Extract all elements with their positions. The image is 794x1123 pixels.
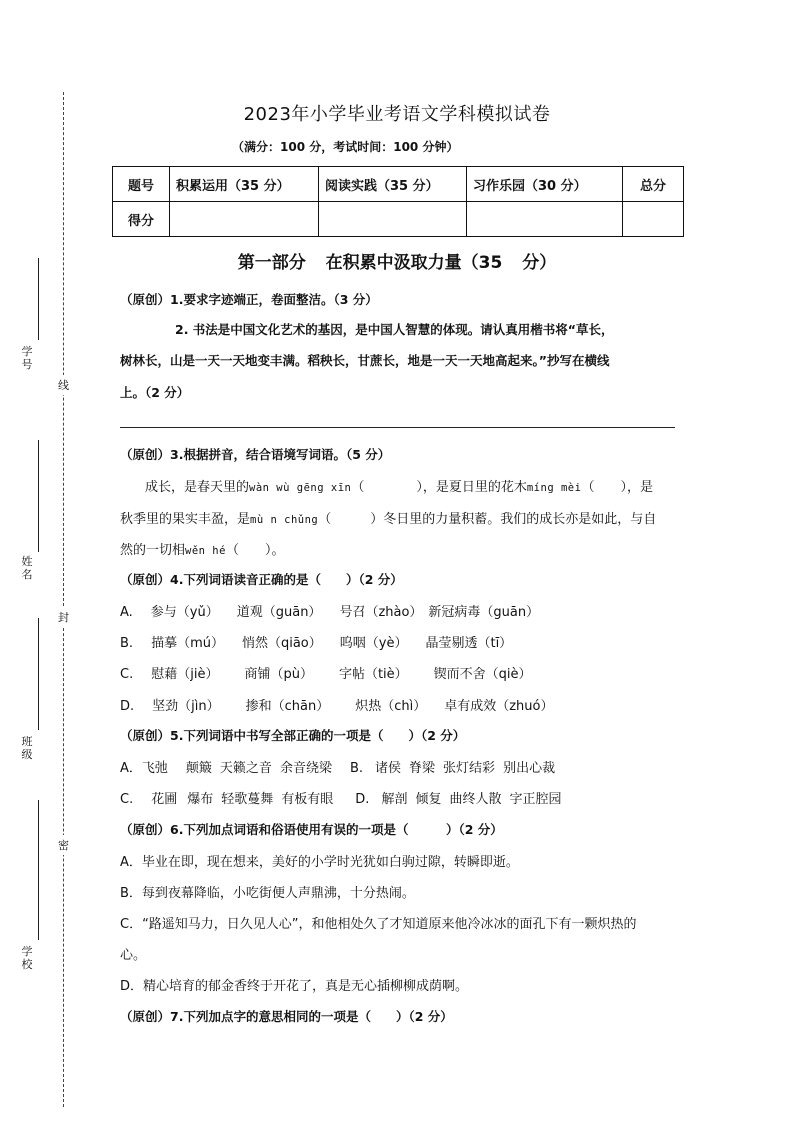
copy-answer-line[interactable]: [120, 427, 675, 428]
passage-text: 秋季里的果实丰盈，是: [120, 512, 251, 527]
option-word: 卓有成效（zhuó）: [444, 699, 554, 714]
option-word: 道观（guān）: [236, 605, 322, 620]
option-word: 参与（yǔ）: [150, 605, 219, 620]
question-3-passage-line-3: [120, 539, 284, 558]
option-word: 别出心裁: [503, 761, 556, 776]
option-word: 悄然（qiāo）: [241, 636, 322, 651]
option-letter: D.: [355, 792, 370, 807]
option-word: 晶莹剔透（tī）: [425, 636, 513, 651]
exam-subtitle: （满分：100 分，考试时间：100 分钟）: [232, 140, 459, 154]
class-underline: [38, 618, 39, 730]
score-header-cell: 习作乐园（30 分）: [467, 167, 623, 202]
option-word: 倾复: [415, 792, 442, 807]
question-3: （原创）3.根据拼音，结合语境写词语。（5 分）: [120, 447, 391, 462]
pinyin-hint: wàn wù gēng xīn: [249, 482, 352, 494]
question-7: （原创）7.下列加点字的意思相同的一项是（ ）（2 分）: [120, 1009, 453, 1024]
question-6-option-b[interactable]: B．每到夜幕降临，小吃街便人声鼎沸，十分热闹。: [120, 886, 415, 901]
bind-char-line: 线: [58, 375, 69, 395]
score-cell-empty[interactable]: [467, 202, 623, 237]
passage-text: （ ）。: [225, 543, 285, 558]
score-table: [112, 166, 684, 237]
section-heading: 第一部分 在积累中汲取力量（35 分）: [237, 253, 557, 273]
passage-text: （ ），是: [581, 480, 653, 495]
option-word: 颠簸: [185, 761, 212, 776]
option-word: 余音绕梁: [279, 761, 332, 776]
option-word: 花圃: [151, 792, 178, 807]
option-word: 字正腔园: [509, 792, 562, 807]
option-word: 有板有眼: [281, 792, 334, 807]
pinyin-hint: mù n chǔng: [250, 514, 319, 526]
option-letter: C.: [120, 667, 134, 682]
score-cell-empty[interactable]: [170, 202, 319, 237]
question-2-line-2: 树林长，山是一天一天地变丰满。稻秧长，甘蔗长，地是一天一天地高起来。”抄写在横线: [120, 353, 610, 368]
bind-char-secret: 密: [58, 835, 69, 855]
question-5-options-ab[interactable]: [120, 757, 555, 776]
question-4-option-a[interactable]: [120, 601, 539, 620]
score-header-cell: 总分: [623, 167, 684, 202]
question-3-passage-line-2: [120, 508, 656, 527]
option-word: 新冠病毒（guān）: [428, 605, 540, 620]
option-word: 掺和（chān）: [245, 699, 330, 714]
score-row-label: 得分: [113, 202, 170, 237]
score-cell-empty[interactable]: [319, 202, 467, 237]
question-2-line-1: 2. 书法是中国文化艺术的基因，是中国人智慧的体现。请认真用楷书将“草长，: [175, 322, 614, 337]
passage-text: 成长，是春天里的: [145, 480, 250, 495]
option-word: 轻歌蔓舞: [221, 792, 274, 807]
option-word: 号召（zhào）: [339, 605, 423, 620]
score-header-cell: 阅读实践（35 分）: [319, 167, 467, 202]
option-letter: B.: [120, 636, 134, 651]
passage-text: 然的一切相: [120, 543, 186, 558]
option-word: 诸侯: [375, 761, 402, 776]
question-3-passage-line-1: [145, 476, 653, 495]
option-word: 商铺（pù）: [244, 667, 313, 682]
option-word: A．飞弛: [120, 761, 168, 776]
option-word: 坚劲（jìn）: [152, 699, 220, 714]
name-underline: [38, 440, 39, 552]
score-table-header-row: [113, 167, 684, 202]
passage-text: （ ）冬日里的力量积蓄。我们的成长亦是如此，与自: [318, 512, 657, 527]
option-word: 解剖: [381, 792, 408, 807]
option-word: 呜咽（yè）: [339, 636, 408, 651]
question-4: （原创）4.下列词语读音正确的是（ ）（2 分）: [120, 572, 403, 587]
score-header-cell: 题号: [113, 167, 170, 202]
option-letter: C.: [120, 792, 134, 807]
option-word: 曲终人散: [449, 792, 502, 807]
question-1: （原创）1.要求字迹端正，卷面整洁。（3 分）: [120, 292, 378, 307]
binding-line: [63, 92, 64, 1107]
option-word: 慰藉（jiè）: [151, 667, 219, 682]
question-5-options-cd[interactable]: [120, 788, 562, 807]
option-word: 张灯结彩: [443, 761, 496, 776]
option-word: 描摹（mú）: [151, 636, 224, 651]
name-label: 姓 名: [21, 555, 33, 581]
pinyin-hint: wěn hé: [185, 545, 226, 557]
score-table-score-row: [113, 202, 684, 237]
option-word: 字帖（tiè）: [338, 667, 408, 682]
option-word: 天籁之音: [219, 761, 272, 776]
school-underline: [38, 800, 39, 940]
score-header-cell: 积累运用（35 分）: [170, 167, 319, 202]
class-label: 班 级: [21, 735, 33, 761]
question-4-option-b[interactable]: [120, 632, 512, 651]
student-id-label: 学 号: [21, 345, 33, 371]
question-2-line-3: 上。（2 分）: [120, 385, 190, 400]
exam-title: 2023年小学毕业考语文学科模拟试卷: [243, 104, 551, 125]
question-6-option-c-line-2: 心。: [120, 948, 147, 963]
question-4-option-d[interactable]: [120, 695, 553, 714]
pinyin-hint: míng mèi: [526, 482, 582, 494]
passage-text: （ ），是夏日里的花木: [351, 480, 527, 495]
question-5: （原创）5.下列词语中书写全部正确的一项是（ ）（2 分）: [120, 728, 466, 743]
bind-char-seal: 封: [58, 607, 69, 627]
question-6-option-c-line-1[interactable]: C．“路遥知马力，日久见人心”，和他相处久了才知道原来他冷冰冰的面孔下有一颗炽热的: [120, 917, 637, 932]
school-label: 学校: [21, 945, 33, 971]
question-4-option-c[interactable]: [120, 663, 532, 682]
question-6-option-a[interactable]: A．毕业在即，现在想来，美好的小学时光犹如白驹过隙，转瞬即逝。: [120, 855, 519, 870]
question-6-option-d[interactable]: D．精心培育的郁金香终于开花了，真是无心插柳柳成荫啊。: [120, 979, 469, 994]
option-letter: D.: [120, 699, 135, 714]
option-letter: A.: [120, 605, 133, 620]
option-word: 锲而不舍（qiè）: [433, 667, 532, 682]
option-word: 爆布: [187, 792, 214, 807]
score-cell-empty[interactable]: [623, 202, 684, 237]
option-word: 炽热（chì）: [355, 699, 427, 714]
question-6: （原创）6.下列加点词语和俗语使用有误的一项是（ ）（2 分）: [120, 822, 503, 837]
option-word: 脊梁: [409, 761, 436, 776]
option-letter: B.: [349, 761, 364, 776]
